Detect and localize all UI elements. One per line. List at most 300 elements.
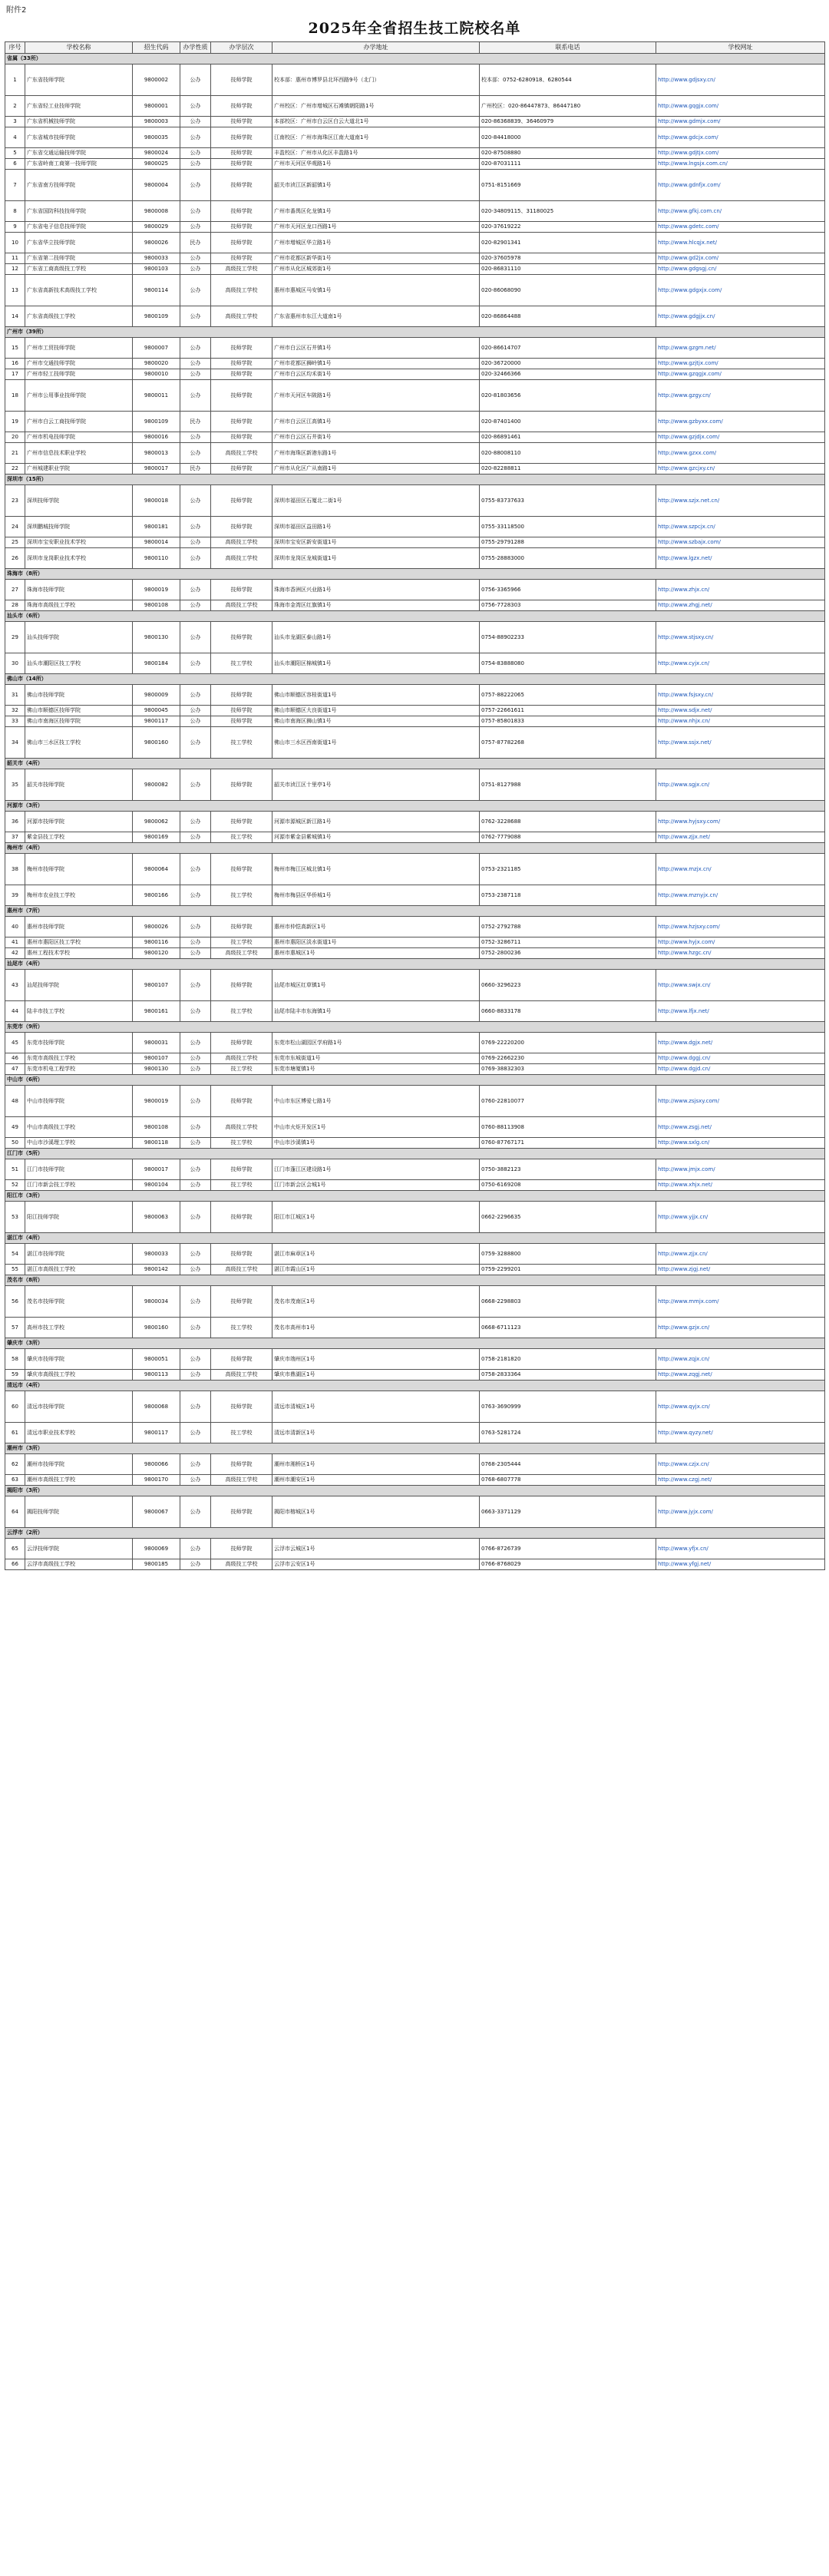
website-link[interactable]: http://www.jyjx.com/ [656, 1496, 825, 1528]
enroll-code: 9800169 [133, 832, 180, 843]
table-row [5, 517, 825, 537]
school-level: 技师学院 [211, 233, 272, 253]
table-row [5, 233, 825, 253]
website-link[interactable]: http://www.zsjsxy.com/ [656, 1086, 825, 1117]
enroll-code: 9800018 [133, 485, 180, 517]
table-row [5, 1064, 825, 1075]
school-address: 广州市花都区狮岭镇1号 [272, 359, 480, 369]
phone: 0668-2298803 [480, 1286, 656, 1318]
row-index: 28 [5, 600, 25, 611]
table-row [5, 1138, 825, 1149]
row-index: 18 [5, 380, 25, 412]
school-nature: 公办 [180, 1001, 211, 1022]
school-level: 技师学院 [211, 1086, 272, 1117]
school-nature: 公办 [180, 600, 211, 611]
row-index: 52 [5, 1180, 25, 1191]
school-name: 佛山市技师学院 [25, 685, 133, 706]
enroll-code: 9800019 [133, 1086, 180, 1117]
website-link[interactable]: http://www.gdjtjx.com/ [656, 148, 825, 159]
school-name: 广东省城市技师学院 [25, 127, 133, 148]
school-nature: 公办 [180, 937, 211, 948]
school-name: 广东省电子信息技师学院 [25, 222, 133, 233]
row-index: 59 [5, 1370, 25, 1381]
enroll-code: 9800062 [133, 812, 180, 832]
school-address: 深圳市龙岗区龙城街道1号 [272, 548, 480, 569]
website-link[interactable]: http://www.hyjx.com/ [656, 937, 825, 948]
school-address: 肇庆市鼎湖区1号 [272, 1370, 480, 1381]
school-name: 广东省高新技术高级技工学校 [25, 275, 133, 306]
enroll-code: 9800166 [133, 885, 180, 906]
school-level: 技师学院 [211, 201, 272, 222]
row-index: 5 [5, 148, 25, 159]
enroll-code: 9800103 [133, 264, 180, 275]
school-name: 惠州工程技术学校 [25, 948, 133, 959]
row-index: 44 [5, 1001, 25, 1022]
phone: 0660-8833178 [480, 1001, 656, 1022]
school-nature: 公办 [180, 622, 211, 653]
school-name: 揭阳技师学院 [25, 1496, 133, 1528]
row-index: 32 [5, 706, 25, 716]
school-nature: 公办 [180, 1033, 211, 1053]
school-nature: 公办 [180, 1064, 211, 1075]
school-name: 紫金县技工学校 [25, 832, 133, 843]
website-link[interactable]: http://www.gdgsgj.cn/ [656, 264, 825, 275]
school-nature: 公办 [180, 812, 211, 832]
school-nature: 公办 [180, 685, 211, 706]
school-level: 技师学院 [211, 338, 272, 359]
website-link[interactable]: http://www.hyjsxy.com/ [656, 812, 825, 832]
region-name: 佛山市（14所） [5, 674, 825, 685]
website-link[interactable]: http://www.mzjx.cn/ [656, 854, 825, 885]
website-link[interactable]: http://www.ssjx.net/ [656, 727, 825, 759]
region-section-row [5, 569, 825, 580]
website-link[interactable]: http://www.gzcjxy.cn/ [656, 464, 825, 475]
website-link[interactable]: http://www.gzxx.com/ [656, 443, 825, 464]
school-address: 广州市白云区石井街1号 [272, 432, 480, 443]
school-address: 惠州市惠阳区淡水街道1号 [272, 937, 480, 948]
school-level: 技师学院 [211, 222, 272, 233]
website-link[interactable]: http://www.szpcjx.cn/ [656, 517, 825, 537]
website-link[interactable]: http://www.szjx.net.cn/ [656, 485, 825, 517]
school-level: 高级技工学校 [211, 306, 272, 327]
phone: 0755-33118500 [480, 517, 656, 537]
school-nature: 公办 [180, 359, 211, 369]
school-name: 陆丰市技工学校 [25, 1001, 133, 1022]
website-link[interactable]: http://www.yjjx.cn/ [656, 1202, 825, 1233]
row-index: 66 [5, 1559, 25, 1570]
phone: 0752-2792788 [480, 917, 656, 937]
website-link[interactable]: http://www.mznyjx.cn/ [656, 885, 825, 906]
region-section-row [5, 959, 825, 970]
enroll-code: 9800008 [133, 201, 180, 222]
table-row [5, 1202, 825, 1233]
region-section-row [5, 1233, 825, 1244]
school-level: 技工学校 [211, 727, 272, 759]
school-name: 湛江市高级技工学校 [25, 1265, 133, 1275]
phone: 0762-3228688 [480, 812, 656, 832]
school-address: 珠海市香洲区兴业路1号 [272, 580, 480, 600]
school-level: 技师学院 [211, 1539, 272, 1559]
table-row [5, 338, 825, 359]
table-row [5, 716, 825, 727]
table-row [5, 1033, 825, 1053]
region-name: 汕尾市（4所） [5, 959, 825, 970]
table-row [5, 622, 825, 653]
school-nature: 公办 [180, 1475, 211, 1486]
table-row [5, 464, 825, 475]
school-address: 云浮市云安区1号 [272, 1559, 480, 1570]
website-link[interactable]: http://www.gdgjjx.cn/ [656, 306, 825, 327]
website-link[interactable]: http://www.gfkj.com.cn/ [656, 201, 825, 222]
column-header: 序号 [5, 42, 25, 54]
school-address: 广州市从化区广从南路1号 [272, 464, 480, 475]
school-nature: 公办 [180, 1086, 211, 1117]
table-row [5, 170, 825, 201]
phone: 0660-3296223 [480, 970, 656, 1001]
enroll-code: 9800069 [133, 1539, 180, 1559]
website-link[interactable]: http://www.gdetc.com/ [656, 222, 825, 233]
school-level: 技师学院 [211, 716, 272, 727]
school-address: 佛山市顺德区大良街道1号 [272, 706, 480, 716]
website-link[interactable]: http://www.szbajx.com/ [656, 537, 825, 548]
phone: 0763-3690999 [480, 1391, 656, 1423]
school-level: 技师学院 [211, 380, 272, 412]
school-name: 清远市技师学院 [25, 1391, 133, 1423]
website-link[interactable]: http://www.gdmjx.com/ [656, 117, 825, 127]
website-link[interactable]: http://www.hzgc.cn/ [656, 948, 825, 959]
row-index: 39 [5, 885, 25, 906]
column-header: 办学性质 [180, 42, 211, 54]
school-name: 广东省国防科技技师学院 [25, 201, 133, 222]
enroll-code: 9800035 [133, 127, 180, 148]
enroll-code: 9800067 [133, 1496, 180, 1528]
table-row [5, 253, 825, 264]
column-header: 学校名称 [25, 42, 133, 54]
school-nature: 公办 [180, 64, 211, 96]
school-address: 广州市白云区均禾街1号 [272, 369, 480, 380]
phone: 020-82288811 [480, 464, 656, 475]
school-address: 校本部：惠州市博罗县北环西路9号（北门） [272, 64, 480, 96]
website-link[interactable]: http://www.sgjx.cn/ [656, 769, 825, 801]
enroll-code: 9800051 [133, 1349, 180, 1370]
website-link[interactable]: http://www.gzgm.net/ [656, 338, 825, 359]
school-address: 广州市天河区龙口西路1号 [272, 222, 480, 233]
table-row [5, 1559, 825, 1570]
enroll-code: 9800082 [133, 769, 180, 801]
school-level: 技工学校 [211, 937, 272, 948]
enroll-code: 9800107 [133, 1053, 180, 1064]
enroll-code: 9800104 [133, 1180, 180, 1191]
school-address: 中山市东区博爱七路1号 [272, 1086, 480, 1117]
school-name: 广东省南方技师学院 [25, 170, 133, 201]
table-header-row [5, 42, 825, 54]
school-nature: 民办 [180, 233, 211, 253]
website-link[interactable]: http://www.hzjsxy.com/ [656, 917, 825, 937]
school-address: 深圳市宝安区新安街道1号 [272, 537, 480, 548]
row-index: 63 [5, 1475, 25, 1486]
phone: 0668-6711123 [480, 1318, 656, 1338]
school-nature: 公办 [180, 854, 211, 885]
region-section-row [5, 475, 825, 485]
school-address: 广州市花都区新华街1号 [272, 253, 480, 264]
phone: 0753-2387118 [480, 885, 656, 906]
school-name: 汕尾技师学院 [25, 970, 133, 1001]
table-row [5, 275, 825, 306]
phone: 0760-88113908 [480, 1117, 656, 1138]
school-name: 东莞市高级技工学校 [25, 1053, 133, 1064]
school-nature: 公办 [180, 306, 211, 327]
website-link[interactable]: http://www.gzqgjx.com/ [656, 369, 825, 380]
school-nature: 公办 [180, 653, 211, 674]
table-row [5, 580, 825, 600]
table-row [5, 812, 825, 832]
region-name: 惠州市（7所） [5, 906, 825, 917]
table-row [5, 1180, 825, 1191]
row-index: 34 [5, 727, 25, 759]
row-index: 16 [5, 359, 25, 369]
website-link[interactable]: http://www.zhgj.net/ [656, 600, 825, 611]
website-link[interactable]: http://www.gqgjx.com/ [656, 96, 825, 117]
phone: 020-34809115、31180025 [480, 201, 656, 222]
website-link[interactable]: http://www.qyjx.cn/ [656, 1391, 825, 1423]
phone: 0766-8726739 [480, 1539, 656, 1559]
region-section-row [5, 327, 825, 338]
enroll-code: 9800004 [133, 170, 180, 201]
region-section-row [5, 1275, 825, 1286]
enroll-code: 9800117 [133, 716, 180, 727]
website-link[interactable]: http://www.sdjx.net/ [656, 706, 825, 716]
phone: 0662-2296635 [480, 1202, 656, 1233]
website-link[interactable]: http://www.mmjx.com/ [656, 1286, 825, 1318]
enroll-code: 9800108 [133, 1117, 180, 1138]
website-link[interactable]: http://www.gzjx.cn/ [656, 1318, 825, 1338]
phone: 0757-87782268 [480, 727, 656, 759]
table-row [5, 1086, 825, 1117]
table-row [5, 96, 825, 117]
table-row [5, 970, 825, 1001]
website-link[interactable]: http://www.gzgy.cn/ [656, 380, 825, 412]
region-section-row [5, 1149, 825, 1159]
website-link[interactable]: http://www.gd2jx.com/ [656, 253, 825, 264]
phone: 020-86831110 [480, 264, 656, 275]
school-name: 清远市职业技术学校 [25, 1423, 133, 1443]
website-link[interactable]: http://www.swjx.cn/ [656, 970, 825, 1001]
website-link[interactable]: http://www.lfjx.net/ [656, 1001, 825, 1022]
website-link[interactable]: http://www.gdcjx.com/ [656, 127, 825, 148]
table-row [5, 653, 825, 674]
website-link[interactable]: http://www.nhjx.cn/ [656, 716, 825, 727]
school-level: 技师学院 [211, 706, 272, 716]
website-link[interactable]: http://www.fsjsxy.cn/ [656, 685, 825, 706]
school-nature: 公办 [180, 1138, 211, 1149]
website-link[interactable]: http://www.gzbyxx.com/ [656, 412, 825, 432]
school-name: 肇庆市技师学院 [25, 1349, 133, 1370]
region-name: 肇庆市（3所） [5, 1338, 825, 1349]
school-name: 湛江市技师学院 [25, 1244, 133, 1265]
school-name: 潮州市技师学院 [25, 1454, 133, 1475]
phone: 0769-22662230 [480, 1053, 656, 1064]
row-index: 62 [5, 1454, 25, 1475]
school-nature: 公办 [180, 548, 211, 569]
website-link[interactable]: http://www.gzjtjx.com/ [656, 359, 825, 369]
website-link[interactable]: http://www.zjgj.net/ [656, 1265, 825, 1275]
website-link[interactable]: http://www.dgjd.cn/ [656, 1064, 825, 1075]
phone: 020-86368839、36460979 [480, 117, 656, 127]
row-index: 22 [5, 464, 25, 475]
region-name: 珠海市（8所） [5, 569, 825, 580]
school-address: 广州市天河区车陂路1号 [272, 380, 480, 412]
school-address: 茂名市高州市1号 [272, 1318, 480, 1338]
table-row [5, 1349, 825, 1370]
website-link[interactable]: http://www.dggj.cn/ [656, 1053, 825, 1064]
website-link[interactable]: http://www.zjjx.cn/ [656, 1244, 825, 1265]
website-link[interactable]: http://www.stjsxy.cn/ [656, 622, 825, 653]
school-name: 云浮技师学院 [25, 1539, 133, 1559]
school-address: 江门市蓬江区建设路1号 [272, 1159, 480, 1180]
table-row [5, 1454, 825, 1475]
row-index: 10 [5, 233, 25, 253]
school-name: 云浮市高级技工学校 [25, 1559, 133, 1570]
region-name: 省属（33所） [5, 54, 825, 64]
website-link[interactable]: http://www.czgj.net/ [656, 1475, 825, 1486]
website-link[interactable]: http://www.lngsjx.com.cn/ [656, 159, 825, 170]
row-index: 31 [5, 685, 25, 706]
phone: 0754-83888080 [480, 653, 656, 674]
phone: 020-37605978 [480, 253, 656, 264]
website-link[interactable]: http://www.yfgj.net/ [656, 1559, 825, 1570]
website-link[interactable]: http://www.xhjx.net/ [656, 1180, 825, 1191]
school-level: 技工学校 [211, 1001, 272, 1022]
enroll-code: 9800142 [133, 1265, 180, 1275]
phone: 020-86891461 [480, 432, 656, 443]
table-row [5, 1391, 825, 1423]
table-row [5, 159, 825, 170]
row-index: 12 [5, 264, 25, 275]
website-link[interactable]: http://www.cyjx.cn/ [656, 653, 825, 674]
website-link[interactable]: http://www.qyzy.net/ [656, 1423, 825, 1443]
enroll-code: 9800024 [133, 148, 180, 159]
enroll-code: 9800109 [133, 412, 180, 432]
phone: 020-86068090 [480, 275, 656, 306]
table-row [5, 948, 825, 959]
school-level: 技师学院 [211, 148, 272, 159]
phone: 0766-8768029 [480, 1559, 656, 1570]
phone: 020-87031111 [480, 159, 656, 170]
school-address: 汕尾市城区红草镇1号 [272, 970, 480, 1001]
school-nature: 公办 [180, 1559, 211, 1570]
school-address: 清远市清城区1号 [272, 1391, 480, 1423]
row-index: 51 [5, 1159, 25, 1180]
website-link[interactable]: http://www.gdnfjx.com/ [656, 170, 825, 201]
website-link[interactable]: http://www.hlcqjx.net/ [656, 233, 825, 253]
school-name: 阳江技师学院 [25, 1202, 133, 1233]
website-link[interactable]: http://www.gdgxjx.com/ [656, 275, 825, 306]
region-name: 深圳市（15所） [5, 475, 825, 485]
school-name: 深圳技师学院 [25, 485, 133, 517]
phone: 0751-8151669 [480, 170, 656, 201]
phone: 0769-38832303 [480, 1064, 656, 1075]
phone: 0750-6169208 [480, 1180, 656, 1191]
school-nature: 公办 [180, 338, 211, 359]
website-link[interactable]: http://www.zsgj.net/ [656, 1117, 825, 1138]
website-link[interactable]: http://www.sxlg.cn/ [656, 1138, 825, 1149]
school-nature: 公办 [180, 201, 211, 222]
school-level: 技师学院 [211, 64, 272, 96]
schools-table [5, 41, 825, 1570]
phone: 0768-2305444 [480, 1454, 656, 1475]
website-link[interactable]: http://www.gzjdjx.com/ [656, 432, 825, 443]
table-row [5, 727, 825, 759]
table-row [5, 854, 825, 885]
website-link[interactable]: http://www.jmjx.com/ [656, 1159, 825, 1180]
school-name: 珠海市技师学院 [25, 580, 133, 600]
website-link[interactable]: http://www.czjx.cn/ [656, 1454, 825, 1475]
enroll-code: 9800019 [133, 580, 180, 600]
school-level: 技师学院 [211, 412, 272, 432]
region-section-row [5, 54, 825, 64]
website-link[interactable]: http://www.yfjx.cn/ [656, 1539, 825, 1559]
school-nature: 公办 [180, 170, 211, 201]
school-address: 江门市新会区会城1号 [272, 1180, 480, 1191]
region-section-row [5, 611, 825, 622]
phone: 020-88008110 [480, 443, 656, 464]
website-link[interactable]: http://www.zhjx.cn/ [656, 580, 825, 600]
school-level: 技师学院 [211, 1159, 272, 1180]
school-nature: 公办 [180, 970, 211, 1001]
enroll-code: 9800110 [133, 548, 180, 569]
website-link[interactable]: http://www.dgjx.net/ [656, 1033, 825, 1053]
phone: 020-37619222 [480, 222, 656, 233]
school-name: 广东省高级技工学校 [25, 306, 133, 327]
school-address: 广州市天河区华观路1号 [272, 159, 480, 170]
row-index: 21 [5, 443, 25, 464]
website-link[interactable]: http://www.zqjx.cn/ [656, 1349, 825, 1370]
school-level: 技师学院 [211, 159, 272, 170]
school-level: 技师学院 [211, 580, 272, 600]
website-link[interactable]: http://www.zjjx.net/ [656, 832, 825, 843]
enroll-code: 9800034 [133, 1286, 180, 1318]
enroll-code: 9800120 [133, 948, 180, 959]
school-address: 潮州市潮安区1号 [272, 1475, 480, 1486]
website-link[interactable]: http://www.zqgj.net/ [656, 1370, 825, 1381]
school-name: 广东省交通运输技师学院 [25, 148, 133, 159]
school-address: 惠州市惠城区1号 [272, 948, 480, 959]
website-link[interactable]: http://www.gdjsxy.cn/ [656, 64, 825, 96]
row-index: 3 [5, 117, 25, 127]
school-address: 韶关市浈江区新韶镇1号 [272, 170, 480, 201]
enroll-code: 9800160 [133, 1318, 180, 1338]
enroll-code: 9800113 [133, 1370, 180, 1381]
column-header: 办学地址 [272, 42, 480, 54]
website-link[interactable]: http://www.lgzx.net/ [656, 548, 825, 569]
table-row [5, 1117, 825, 1138]
enroll-code: 9800116 [133, 937, 180, 948]
school-name: 佛山市南海区技师学院 [25, 716, 133, 727]
enroll-code: 9800003 [133, 117, 180, 127]
region-name: 湛江市（4所） [5, 1233, 825, 1244]
school-address: 茂名市茂南区1号 [272, 1286, 480, 1318]
school-level: 技师学院 [211, 1202, 272, 1233]
school-name: 梅州市技师学院 [25, 854, 133, 885]
school-nature: 公办 [180, 485, 211, 517]
school-level: 高级技工学校 [211, 948, 272, 959]
table-row [5, 769, 825, 801]
phone: 0751-8127988 [480, 769, 656, 801]
school-address: 广州市白云区石井镇1号 [272, 338, 480, 359]
phone: 020-82901341 [480, 233, 656, 253]
row-index: 41 [5, 937, 25, 948]
school-nature: 公办 [180, 1286, 211, 1318]
